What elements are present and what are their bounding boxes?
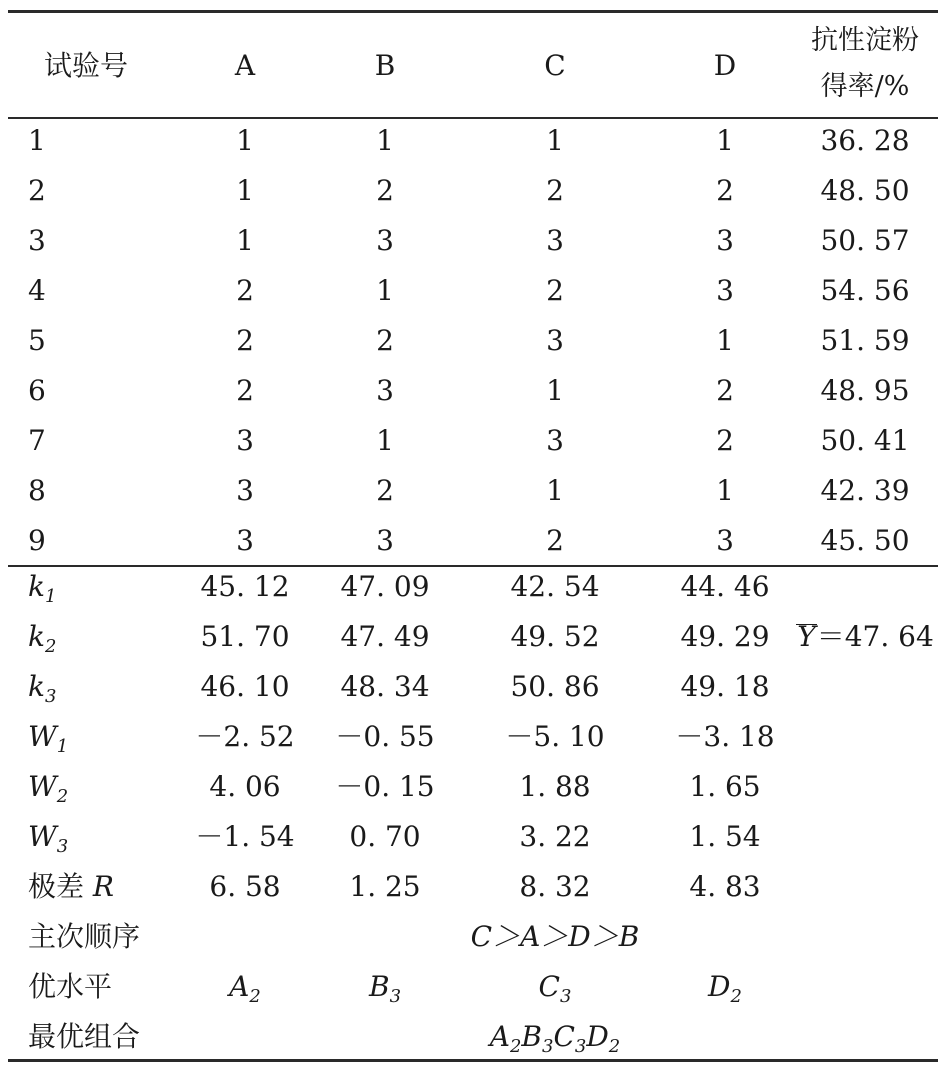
stat-c-cell: 49. 52 — [510, 620, 600, 653]
yield-cell: 50. 57 — [820, 224, 910, 257]
table-row — [0, 216, 946, 266]
stat-row — [0, 712, 946, 762]
combo-d-sub: 2 — [608, 1036, 621, 1057]
factor-c-cell: 3 — [546, 424, 564, 457]
table-row — [0, 516, 946, 566]
combo-a-sub: 2 — [509, 1036, 522, 1057]
optimal-d-letter: D — [708, 970, 731, 1003]
factor-a-cell: 2 — [236, 324, 254, 357]
header-trial-no: 试验号 — [44, 49, 129, 82]
header-row — [0, 14, 946, 118]
stat-c-cell: 1. 88 — [519, 770, 591, 803]
header-yield — [790, 18, 940, 122]
factor-b-cell: 2 — [376, 474, 394, 507]
factor-a-cell: 1 — [236, 174, 254, 207]
trial-no-cell: 9 — [28, 524, 46, 557]
factor-d-cell: 3 — [716, 524, 734, 557]
optimal-level-b — [325, 962, 445, 1012]
trial-no-cell: 3 — [28, 224, 46, 257]
factor-d-cell: 1 — [716, 124, 734, 157]
stat-subscript: 1 — [44, 586, 57, 607]
stat-d-cell: 49. 18 — [680, 670, 770, 703]
stat-label — [28, 712, 208, 762]
factor-b-cell: 3 — [376, 374, 394, 407]
stat-a-cell: －1. 54 — [195, 820, 295, 853]
factor-a-cell: 2 — [236, 374, 254, 407]
header-yield-line1: 抗性淀粉 — [811, 25, 919, 56]
factor-b-cell: 3 — [376, 224, 394, 257]
trial-no-cell: 8 — [28, 474, 46, 507]
trial-no-cell: 2 — [28, 174, 46, 207]
optimal-d-sub: 2 — [730, 986, 742, 1007]
best-combo-label: 最优组合 — [28, 1020, 141, 1053]
stat-symbol: W — [28, 820, 57, 853]
factor-d-cell: 2 — [716, 174, 734, 207]
range-c: 8. 32 — [519, 870, 591, 903]
stat-c-cell: －5. 10 — [505, 720, 605, 753]
trial-no-cell: 6 — [28, 374, 46, 407]
stat-row — [0, 562, 946, 612]
optimal-level-d — [665, 962, 785, 1012]
factor-c-cell: 1 — [546, 374, 564, 407]
stat-b-cell: 47. 09 — [340, 570, 430, 603]
range-d: 4. 83 — [689, 870, 761, 903]
stat-label — [28, 662, 208, 712]
factor-b-cell: 1 — [376, 124, 394, 157]
header-factor-b: B — [374, 49, 396, 82]
mean-value — [790, 612, 940, 662]
factor-b-cell: 2 — [376, 324, 394, 357]
best-combo-value — [400, 1012, 710, 1062]
range-b: 1. 25 — [349, 870, 421, 903]
stat-row — [0, 662, 946, 712]
stat-d-cell: 44. 46 — [680, 570, 770, 603]
order-label: 主次顺序 — [28, 920, 141, 953]
stat-a-cell: －2. 52 — [195, 720, 295, 753]
optimal-c-letter: C — [538, 970, 560, 1003]
stat-d-cell: 49. 29 — [680, 620, 770, 653]
combo-c-letter: C — [553, 1020, 575, 1053]
table-row — [0, 366, 946, 416]
factor-a-cell: 3 — [236, 524, 254, 557]
yield-cell: 48. 95 — [820, 374, 910, 407]
factor-d-cell: 1 — [716, 474, 734, 507]
factor-d-cell: 2 — [716, 374, 734, 407]
order-value: C＞A＞D＞B — [470, 920, 640, 953]
optimal-level-a — [185, 962, 305, 1012]
table-row — [0, 316, 946, 366]
factor-d-cell: 1 — [716, 324, 734, 357]
stat-subscript: 2 — [44, 636, 57, 657]
combo-b-sub: 3 — [542, 1036, 554, 1057]
stat-subscript: 3 — [56, 836, 69, 857]
yield-cell: 51. 59 — [820, 324, 910, 357]
trial-no-cell: 1 — [28, 124, 46, 157]
stat-row — [0, 812, 946, 862]
optimal-a-sub: 2 — [249, 986, 261, 1007]
stat-d-cell: －3. 18 — [675, 720, 775, 753]
stat-b-cell: 0. 70 — [349, 820, 421, 853]
stat-a-cell: 51. 70 — [200, 620, 290, 653]
stat-b-cell: －0. 15 — [335, 770, 435, 803]
table-row — [0, 266, 946, 316]
factor-d-cell: 3 — [716, 224, 734, 257]
stat-a-cell: 4. 06 — [209, 770, 281, 803]
factor-a-cell: 1 — [236, 224, 254, 257]
factor-b-cell: 3 — [376, 524, 394, 557]
stat-subscript: 3 — [44, 686, 57, 707]
stat-label — [28, 612, 208, 662]
combo-a-letter: A — [489, 1020, 510, 1053]
table-row — [0, 166, 946, 216]
stat-b-cell: 47. 49 — [340, 620, 430, 653]
stat-subscript: 2 — [56, 786, 69, 807]
range-a: 6. 58 — [209, 870, 281, 903]
header-yield-line2: 得率/% — [820, 71, 910, 102]
factor-c-cell: 3 — [546, 324, 564, 357]
optimal-c-sub: 3 — [559, 986, 572, 1007]
top-rule — [8, 10, 938, 13]
range-label-text: 极差 — [28, 870, 85, 903]
table-row — [0, 116, 946, 166]
header-factor-c: C — [544, 49, 566, 82]
range-label — [28, 862, 208, 912]
combo-d-letter: D — [586, 1020, 609, 1053]
bottom-rule — [8, 1059, 938, 1062]
factor-c-cell: 2 — [546, 524, 564, 557]
yield-cell: 48. 50 — [820, 174, 910, 207]
combo-c-sub: 3 — [574, 1036, 587, 1057]
header-factor-d: D — [713, 49, 737, 82]
combo-b-letter: B — [521, 1020, 542, 1053]
factor-a-cell: 3 — [236, 424, 254, 457]
factor-a-cell: 3 — [236, 474, 254, 507]
stat-row — [0, 762, 946, 812]
optimal-a-letter: A — [229, 970, 250, 1003]
yield-cell: 36. 28 — [820, 124, 910, 157]
header-factor-a: A — [234, 49, 256, 82]
factor-c-cell: 3 — [546, 224, 564, 257]
order-row — [0, 912, 946, 962]
stat-a-cell: 45. 12 — [200, 570, 290, 603]
stat-symbol: k — [28, 670, 45, 703]
factor-c-cell: 2 — [546, 274, 564, 307]
table-row — [0, 416, 946, 466]
factor-c-cell: 1 — [546, 474, 564, 507]
trial-no-cell: 7 — [28, 424, 46, 457]
optimal-level-c — [495, 962, 615, 1012]
stat-b-cell: －0. 55 — [335, 720, 435, 753]
stat-symbol: k — [28, 570, 45, 603]
factor-c-cell: 1 — [546, 124, 564, 157]
factor-b-cell: 2 — [376, 174, 394, 207]
yield-cell: 50. 41 — [820, 424, 910, 457]
optimal-level-label: 优水平 — [28, 970, 113, 1003]
table-row — [0, 466, 946, 516]
stat-subscript: 1 — [56, 736, 69, 757]
range-symbol: R — [92, 870, 115, 903]
best-combo-row — [0, 1012, 946, 1062]
yield-cell: 42. 39 — [820, 474, 910, 507]
stat-symbol: W — [28, 770, 57, 803]
mean-number: ＝47. 64 — [816, 620, 934, 653]
factor-b-cell: 1 — [376, 274, 394, 307]
stat-b-cell: 48. 34 — [340, 670, 430, 703]
stat-c-cell: 50. 86 — [510, 670, 600, 703]
factor-d-cell: 2 — [716, 424, 734, 457]
optimal-level-row — [0, 962, 946, 1012]
stat-d-cell: 1. 54 — [689, 820, 761, 853]
factor-a-cell: 1 — [236, 124, 254, 157]
stat-label — [28, 812, 208, 862]
trial-no-cell: 5 — [28, 324, 46, 357]
optimal-b-letter: B — [368, 970, 390, 1003]
stat-d-cell: 1. 65 — [689, 770, 761, 803]
factor-c-cell: 2 — [546, 174, 564, 207]
range-row — [0, 862, 946, 912]
factor-a-cell: 2 — [236, 274, 254, 307]
yield-cell: 54. 56 — [820, 274, 910, 307]
factor-d-cell: 3 — [716, 274, 734, 307]
stat-label — [28, 762, 208, 812]
stat-label — [28, 562, 208, 612]
stat-c-cell: 3. 22 — [519, 820, 591, 853]
optimal-b-sub: 3 — [389, 986, 402, 1007]
yield-cell: 45. 50 — [820, 524, 910, 557]
stat-symbol: W — [28, 720, 57, 753]
mean-symbol: Y — [797, 620, 816, 653]
factor-b-cell: 1 — [376, 424, 394, 457]
stat-c-cell: 42. 54 — [510, 570, 600, 603]
stat-symbol: k — [28, 620, 45, 653]
trial-no-cell: 4 — [28, 274, 46, 307]
stat-a-cell: 46. 10 — [200, 670, 290, 703]
